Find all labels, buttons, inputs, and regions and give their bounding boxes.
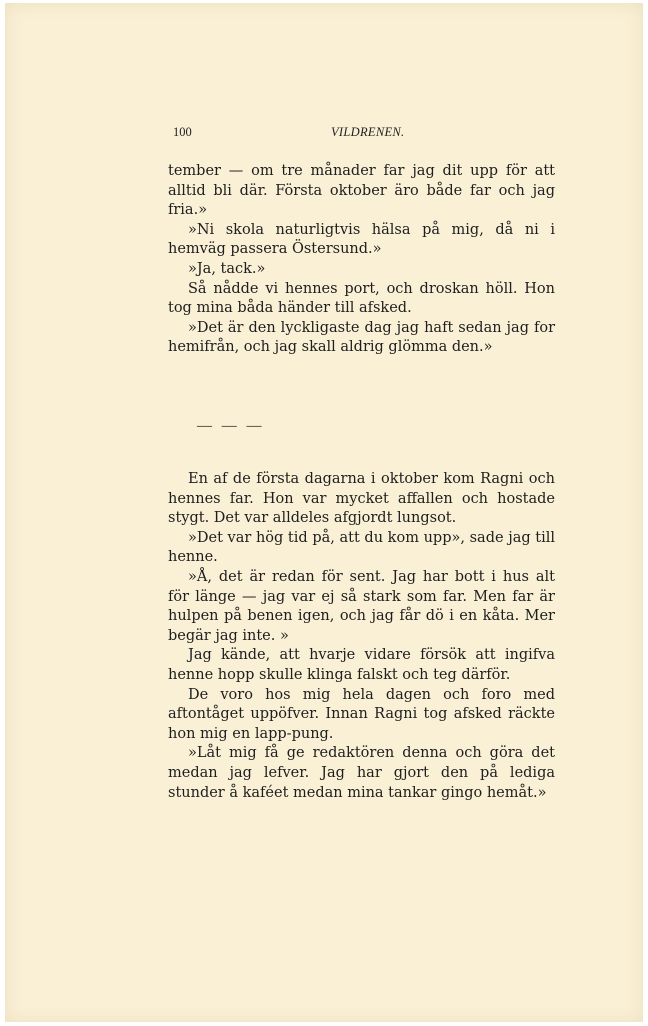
paragraph: De voro hos mig hela dagen och foro med aftontåget uppöfver. Innan Ragni tog afsked räckte hon mig en lapp-pung. (168, 686, 555, 742)
paragraph: En af de första dagarna i oktober kom Ragni och hennes far. Hon var mycket affallen och hostade stygt. Det var alldeles afgjordt lungsot. (168, 471, 555, 527)
page-header (173, 125, 553, 141)
paragraph: Jag kände, att hvarje vidare försök att ingifva henne hopp skulle klinga falskt och teg därför. (168, 647, 555, 683)
paragraph: »Det är den lyckligaste dag jag haft sedan jag for hemifrån, och jag skall aldrig glömma den.» (168, 319, 555, 356)
paragraph: »Å, det är redan för sent. Jag har bott i hus alt för länge — jag var ej så stark som far. Men far är hulpen på benen igen, och jag får dö i en kåta. Mer begär jag inte. » (168, 568, 555, 644)
book-page (5, 3, 643, 1022)
paragraph: tember — om tre månader far jag dit upp för att alltid bli där. Första oktober äro både far och jag fria.» (168, 163, 555, 219)
text-block-upper (168, 162, 555, 358)
paragraph: »Ni skola naturligtvis hälsa på mig, då ni i hemväg passera Östersund.» (168, 221, 555, 258)
paragraph: »Låt mig få ge redaktören denna och göra det medan jag lefver. Jag har gjort den på lediga stunder å kaféet medan mina tankar gingo hemåt.» (168, 745, 555, 801)
paragraph: »Det var hög tid på, att du kom upp», sade jag till henne. (168, 529, 555, 566)
text-block-lower (168, 470, 555, 803)
paragraph: »Ja, tack.» (188, 260, 266, 277)
running-title: VILDRENEN. (331, 125, 405, 139)
section-separator: — — — (197, 418, 265, 434)
page-number: 100 (173, 125, 192, 139)
paragraph: Så nådde vi hennes port, och droskan höll. Hon tog mina båda händer till afsked. (168, 280, 555, 317)
